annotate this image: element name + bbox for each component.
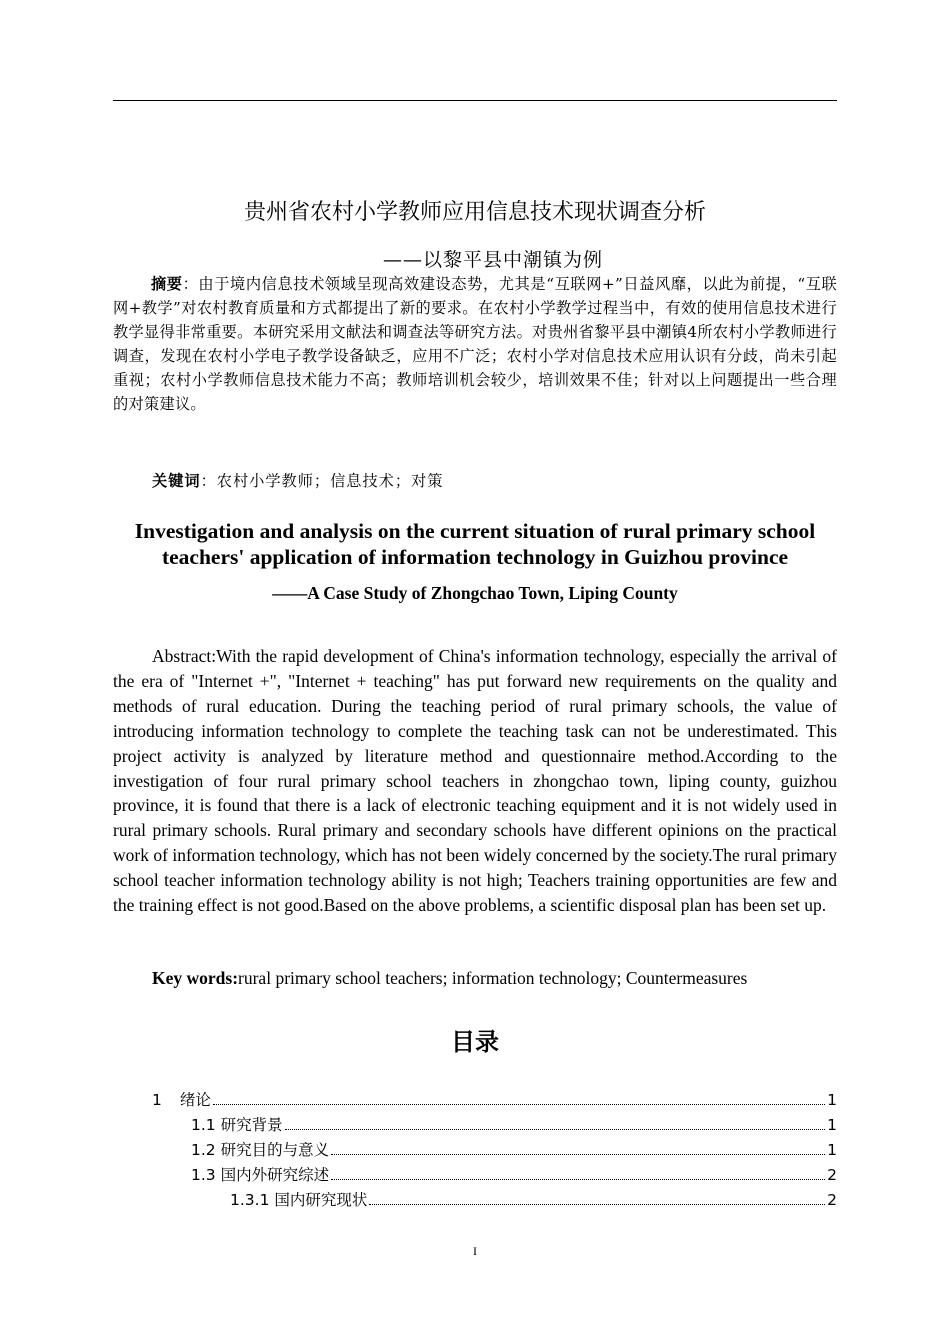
toc-leader-dots bbox=[331, 1154, 825, 1155]
toc-entry-text: 国内外研究综述 bbox=[220, 1166, 330, 1184]
toc-entry-page: 2 bbox=[827, 1166, 837, 1184]
toc-leader-dots bbox=[369, 1204, 825, 1205]
toc-entry-page: 1 bbox=[827, 1141, 837, 1159]
toc-entry-text: 研究背景 bbox=[220, 1116, 283, 1134]
toc-entry[interactable] bbox=[113, 1163, 837, 1188]
chinese-abstract-label: 摘要 bbox=[151, 275, 183, 293]
chinese-subtitle: ——以黎平县中潮镇为例 bbox=[383, 249, 604, 271]
chinese-keywords-text: ：农村小学教师；信息技术；对策 bbox=[200, 472, 444, 490]
toc-entry-text: 国内研究现状 bbox=[274, 1191, 368, 1209]
toc-entry-text: 绪论 bbox=[179, 1091, 211, 1109]
english-title: Investigation and analysis on the current situation of rural primary school teachers' application of information technology in Guizhou province bbox=[134, 519, 816, 569]
toc-entry-number: 1 bbox=[152, 1091, 162, 1109]
english-subtitle: ——A Case Study of Zhongchao Town, Liping County bbox=[272, 583, 678, 603]
chinese-abstract bbox=[113, 272, 837, 416]
chinese-title: 贵州省农村小学教师应用信息技术现状调查分析 bbox=[243, 200, 706, 225]
toc-entry-text: 研究目的与意义 bbox=[220, 1141, 330, 1159]
toc-entry[interactable] bbox=[113, 1113, 837, 1138]
toc-leader-dots bbox=[285, 1129, 826, 1130]
toc-entry-number: 1.3 bbox=[191, 1166, 216, 1184]
toc-entry-page: 1 bbox=[827, 1116, 837, 1134]
toc-entry[interactable] bbox=[113, 1188, 837, 1213]
toc-entry-number: 1.2 bbox=[191, 1141, 216, 1159]
english-keywords-text: rural primary school teachers; information technology; Countermeasures bbox=[238, 968, 748, 988]
toc-entry-number: 1.3.1 bbox=[230, 1191, 270, 1209]
toc-entry[interactable] bbox=[113, 1138, 837, 1163]
table-of-contents bbox=[113, 1088, 837, 1213]
toc-entry[interactable] bbox=[113, 1088, 837, 1113]
chinese-keywords bbox=[152, 470, 443, 491]
english-keywords-label: Key words: bbox=[152, 968, 239, 988]
toc-leader-dots bbox=[213, 1104, 825, 1105]
english-keywords bbox=[152, 968, 747, 989]
chinese-abstract-text: ：由于境内信息技术领域呈现高效建设态势，尤其是“互联网+”日益风靡，以此为前提，“互联网+教学”对农村教育质量和方式都提出了新的要求。在农村小学教学过程当中，有效的使用信息技术进行教学显得非常重要。本研究采用文献法和调查法等研究方法。对贵州省黎平县中潮镇4所农村小学教师进行调查，发现在农村小学电子教学设备缺乏，应用不广泛；农村小学对信息技术应用认识有分歧，尚未引起重视；农村小学教师信息技术能力不高；教师培训机会较少，培训效果不佳；针对以上问题提出一些合理的对策建议。 bbox=[113, 275, 837, 413]
page-number: I bbox=[473, 1244, 477, 1258]
toc-leader-dots bbox=[331, 1179, 825, 1180]
toc-title: 目录 bbox=[451, 1028, 499, 1056]
english-abstract: Abstract:With the rapid development of China's information technology, especially the arrival of the era of "Internet +", "Internet + teaching" has put forward new requirements on the quality and methods of rural education. During the teaching period of rural primary schools, the value of introducing information technology to complete the teaching task can not be underestimated. This project activity is analyzed by literature method and questionnaire method.According to the investigation of four rural primary school teachers in zhongchao town, liping county, guizhou province, it is found that there is a lack of electronic teaching equipment and it is not widely used in rural primary schools. Rural primary and secondary schools have different opinions on the practical work of information technology, which has not been widely concerned by the society.The rural primary school teacher information technology ability is not high; Teachers training opportunities are few and the training effect is not good.Based on the above problems, a scientific disposal plan has been set up. bbox=[113, 646, 837, 916]
toc-entry-page: 2 bbox=[827, 1191, 837, 1209]
chinese-keywords-label: 关键词 bbox=[152, 472, 201, 490]
toc-entry-page: 1 bbox=[827, 1091, 837, 1109]
header-rule bbox=[113, 100, 837, 101]
toc-entry-number: 1.1 bbox=[191, 1116, 216, 1134]
